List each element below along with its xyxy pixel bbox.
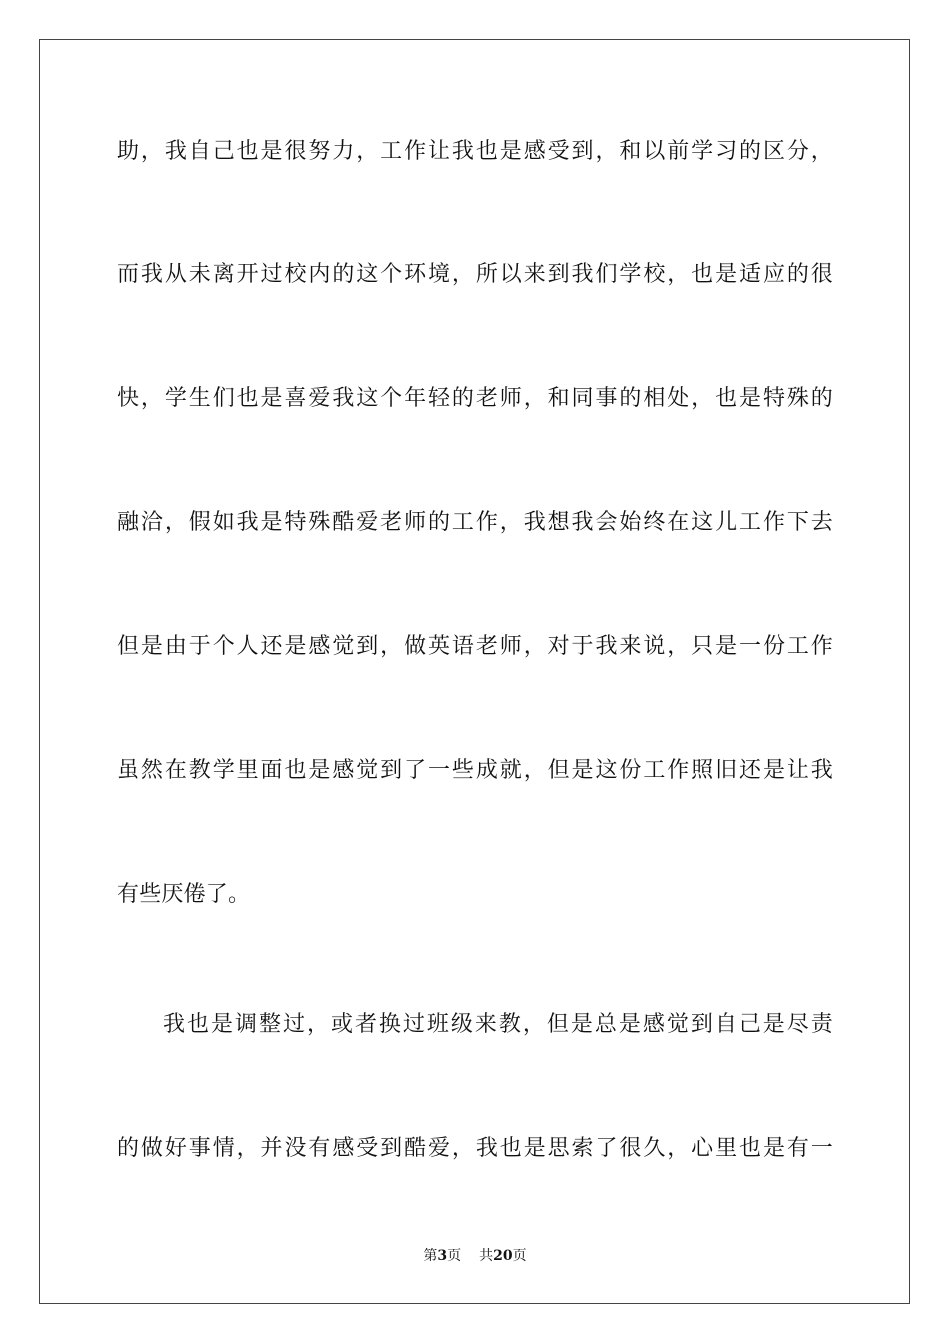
body-line-5: 但是由于个人还是感觉到，做英语老师，对于我来说，只是一份工作 — [117, 634, 833, 659]
page-border — [39, 39, 910, 1304]
body-line-6: 虽然在教学里面也是感觉到了一些成就，但是这份工作照旧还是让我 — [117, 758, 833, 783]
footer-page-prefix: 第 — [423, 1248, 438, 1264]
paragraph-start-line: 我也是调整过，或者换过班级来教，但是总是感觉到自己是尽责 — [163, 1012, 833, 1037]
footer-total-pages: 20 — [493, 1248, 513, 1264]
body-line-4: 融洽，假如我是特殊酷爱老师的工作，我想我会始终在这儿工作下去 — [117, 510, 833, 535]
body-line-1: 助，我自己也是很努力，工作让我也是感受到，和以前学习的区分， — [117, 139, 833, 164]
footer-page-number: 3 — [437, 1248, 448, 1264]
body-line-2: 而我从未离开过校内的这个环境，所以来到我们学校，也是适应的很 — [117, 262, 833, 287]
body-line-3: 快，学生们也是喜爱我这个年轻的老师，和同事的相处，也是特殊的 — [117, 386, 833, 411]
footer-page-suffix: 页 — [447, 1248, 462, 1264]
page-footer — [0, 1247, 950, 1265]
footer-total-prefix: 共 — [479, 1248, 494, 1264]
body-line-7: 有些厌倦了。 — [117, 882, 251, 907]
footer-total-suffix: 页 — [512, 1248, 527, 1264]
body-line-9: 的做好事情，并没有感受到酷爱，我也是思索了很久，心里也是有一 — [117, 1136, 833, 1161]
